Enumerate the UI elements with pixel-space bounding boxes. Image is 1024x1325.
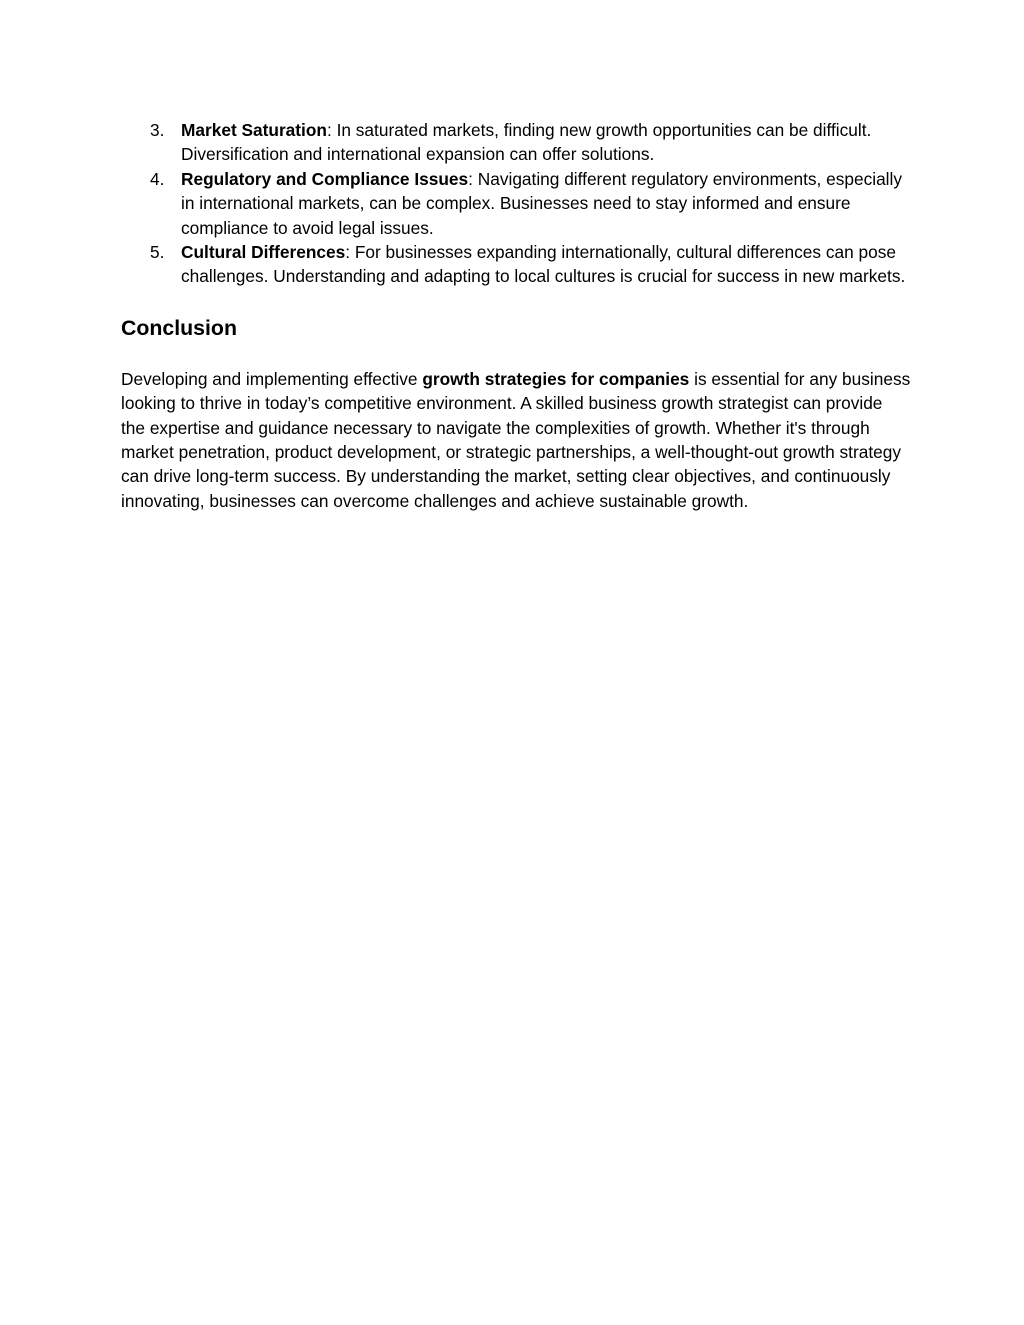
list-item-number: 3. — [150, 120, 165, 140]
list-item — [121, 240, 911, 289]
list-item-term: Market Saturation — [181, 120, 327, 140]
conclusion-text-after: is essential for any business looking to thrive in today’s competitive environment. A skilled business growth strategist can provide the expertise and guidance necessary to navigate the complexities of growth. Whether it's through market penetration, product development, or strategic partnerships, a well-thought-out growth strategy can drive long-term success. By understanding the market, setting clear objectives, and continuously innovating, businesses can overcome challenges and achieve sustainable growth. — [121, 368, 911, 511]
list-item-term: Cultural Differences — [181, 242, 346, 263]
list-item-number: 5. — [150, 242, 165, 263]
conclusion-text-before: Developing and implementing effective — [121, 368, 423, 389]
list-item-number: 4. — [150, 168, 165, 189]
conclusion-paragraph — [121, 367, 911, 513]
conclusion-heading: Conclusion — [121, 315, 237, 340]
list-item-term: Regulatory and Compliance Issues — [181, 168, 469, 189]
conclusion-bold-phrase: growth strategies for companies — [422, 368, 690, 389]
list-item-text: : For businesses expanding internationally, cultural differences can pose challenges. Understanding and adapting to local cultures is crucial for success in new markets. — [181, 242, 906, 287]
document-content — [121, 118, 911, 513]
list-item-text: : In saturated markets, finding new growth opportunities can be difficult. Diversification and international expansion can offer solutions. — [181, 120, 872, 165]
list-item — [121, 118, 911, 167]
challenges-list — [121, 118, 911, 289]
list-item-text: : Navigating different regulatory environments, especially in international markets, can be complex. Businesses need to stay informed and ensure compliance to avoid legal issues. — [181, 168, 903, 238]
list-item — [121, 167, 911, 240]
